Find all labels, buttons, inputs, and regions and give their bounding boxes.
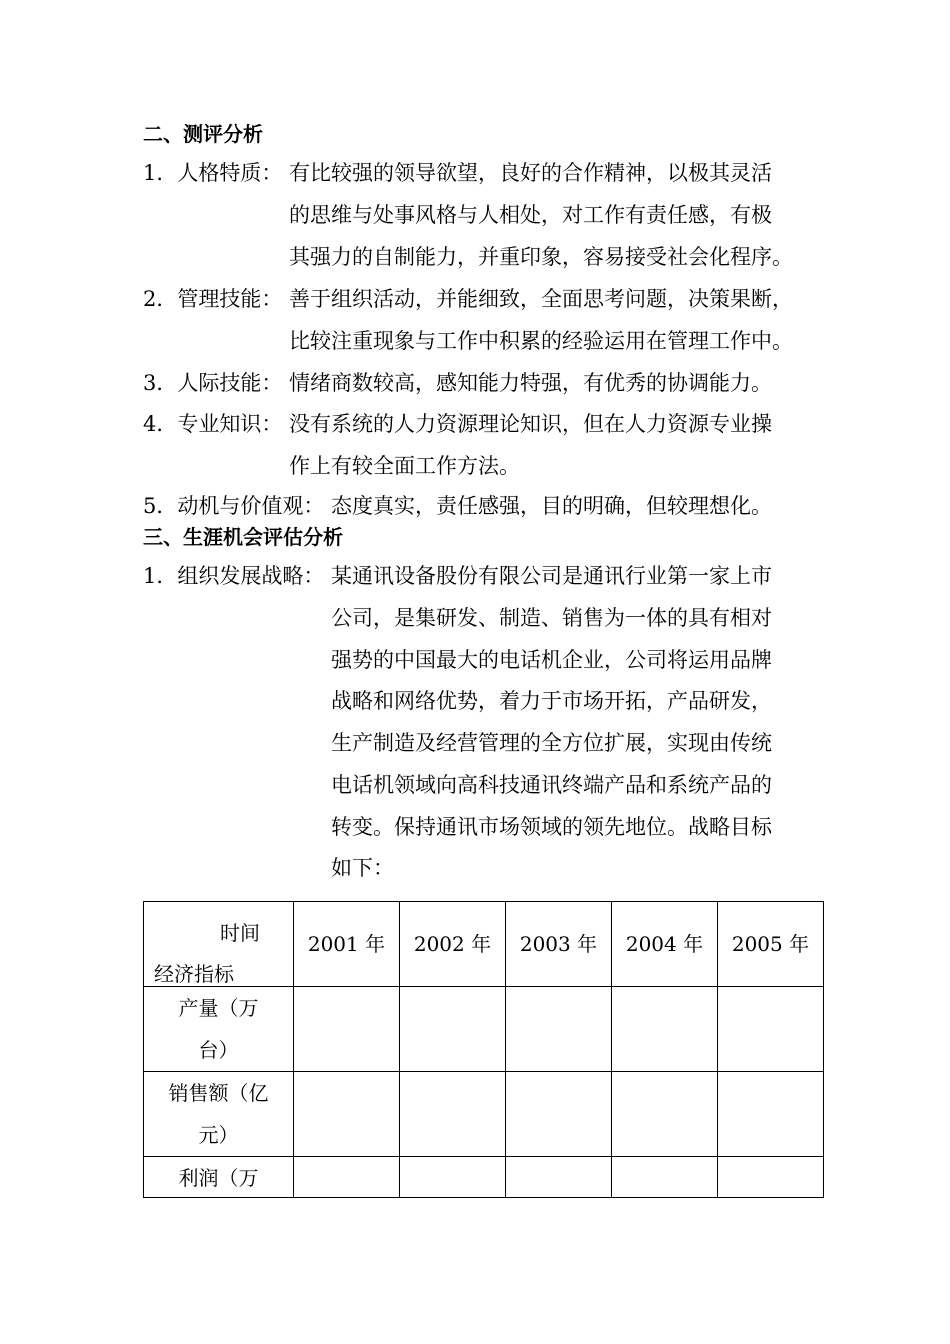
item-management-text-1: 善于组织活动，并能细致，全面思考问题，决策果断， [289,287,793,311]
row-label-sales-line2: 元） [198,1123,239,1147]
item-personality-text-1: 有比较强的领导欲望，良好的合作精神，以极其灵活 [289,161,772,185]
item-interpersonal-text-1: 情绪商数较高，感知能力特强，有优秀的协调能力。 [289,371,772,395]
header-indicator-label: 经济指标 [154,962,234,986]
row-label-sales-line1: 销售额（亿 [168,1081,269,1105]
item-management-text-2: 比较注重现象与工作中积累的经验运用在管理工作中。 [289,329,793,353]
row-label-sales [144,1072,294,1157]
table-header-row [144,902,824,987]
table-cell [612,1072,718,1157]
table-cell [400,1072,506,1157]
strategic-targets-table [143,901,824,1198]
table-cell [506,1072,612,1157]
item-management-label: 2．管理技能： [143,287,283,311]
item-personality-text-3: 其强力的自制能力，并重印象，容易接受社会化程序。 [289,245,793,269]
table-cell [400,1157,506,1198]
year-header-2001: 2001 年 [294,902,400,987]
item-knowledge-text-2: 作上有较全面工作方法。 [289,454,520,478]
item-motivation-text-1: 态度真实，责任感强，目的明确，但较理想化。 [331,494,772,518]
row-label-profit [144,1157,294,1198]
item-interpersonal-label: 3．人际技能： [143,371,283,395]
item-strategy-text-5: 生产制造及经营管理的全方位扩展，实现由传统 [331,731,772,755]
item-knowledge-label: 4．专业知识： [143,412,283,436]
item-personality-label: 1．人格特质： [143,161,283,185]
row-label-output-line2: 台） [198,1038,239,1062]
item-motivation-label: 5．动机与价值观： [143,494,325,518]
item-strategy-text-1: 某通讯设备股份有限公司是通讯行业第一家上市 [331,564,772,588]
table-cell [400,987,506,1072]
diagonal-header-cell [144,902,294,987]
section-heading-career-opportunity: 三、生涯机会评估分析 [143,525,343,549]
item-strategy-text-8: 如下： [331,856,394,880]
table-cell [718,1157,824,1198]
row-label-profit-line1: 利润（万 [178,1166,259,1190]
table-cell [294,1157,400,1198]
row-label-output [144,987,294,1072]
table-row [144,1157,824,1198]
table-cell [612,1157,718,1198]
item-strategy-text-6: 电话机领域向高科技通讯终端产品和系统产品的 [331,773,772,797]
item-strategy-text-2: 公司，是集研发、制造、销售为一体的具有相对 [331,606,772,630]
item-strategy-label: 1．组织发展战略： [143,564,325,588]
item-knowledge-text-1: 没有系统的人力资源理论知识，但在人力资源专业操 [289,412,772,436]
table-cell [718,1072,824,1157]
table-cell [506,987,612,1072]
table-row [144,987,824,1072]
year-header-2004: 2004 年 [612,902,718,987]
section-heading-assessment: 二、测评分析 [143,122,263,146]
table-cell [294,1072,400,1157]
row-label-output-line1: 产量（万 [178,996,259,1020]
year-header-2003: 2003 年 [506,902,612,987]
year-header-2002: 2002 年 [400,902,506,987]
table-cell [718,987,824,1072]
table-row [144,1072,824,1157]
item-personality-text-2: 的思维与处事风格与人相处，对工作有责任感，有极 [289,203,772,227]
item-strategy-text-3: 强势的中国最大的电话机企业，公司将运用品牌 [331,648,772,672]
table-cell [294,987,400,1072]
table-cell [506,1157,612,1198]
table-cell [612,987,718,1072]
header-time-label: 时间 [220,921,260,945]
year-header-2005: 2005 年 [718,902,824,987]
item-strategy-text-7: 转变。保持通讯市场领域的领先地位。战略目标 [331,815,772,839]
item-strategy-text-4: 战略和网络优势，着力于市场开拓，产品研发， [331,689,772,713]
